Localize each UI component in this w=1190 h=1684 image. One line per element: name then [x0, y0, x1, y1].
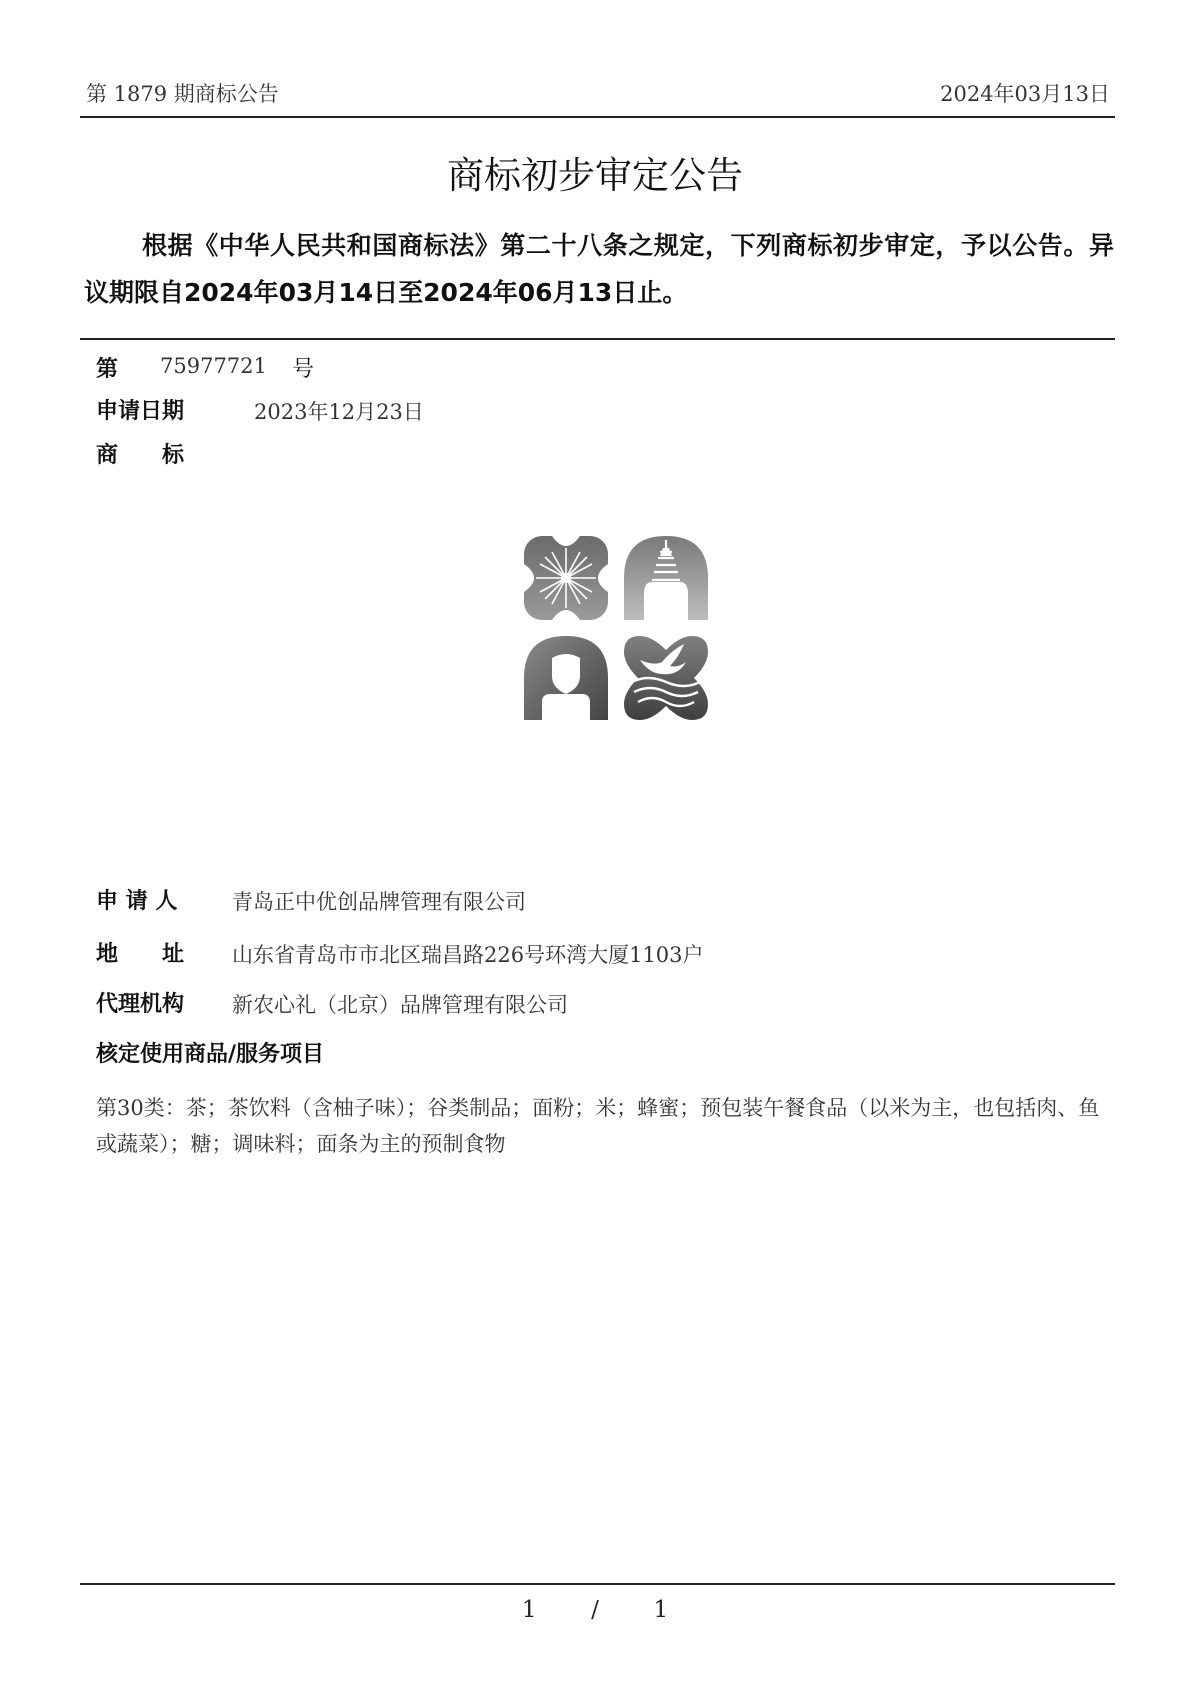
tile-pagoda	[624, 536, 708, 620]
publication-date: 2024年03月13日	[940, 82, 1110, 106]
page-title: 商标初步审定公告	[447, 154, 743, 197]
page-indicator	[0, 1597, 1190, 1623]
number-prefix: 第	[96, 357, 119, 382]
applicant-name: 青岛正中优创品牌管理有限公司	[232, 890, 526, 914]
goods-list: 第30类：茶；茶饮料（含柚子味）；谷类制品；面粉；米；蜂蜜；预包装午餐食品（以米为主，也包括肉、鱼或蔬菜）；糖；调味料；面条为主的预制食物	[96, 1096, 1100, 1156]
agent-name: 新农心礼（北京）品牌管理有限公司	[232, 993, 568, 1017]
address-label: 地 址	[96, 942, 185, 967]
agent-label: 代理机构	[96, 992, 185, 1017]
goods-label: 核定使用商品/服务项目	[96, 1042, 325, 1067]
trademark-logo	[522, 534, 710, 722]
tile-bird	[624, 636, 708, 720]
page-separator: /	[591, 1597, 599, 1623]
intro-paragraph: 根据《中华人民共和国商标法》第二十八条之规定，下列商标初步审定，予以公告。异议期限自2024年03月14日至2024年06月13日止。	[84, 231, 1114, 307]
tile-shield	[524, 636, 608, 720]
current-page: 1	[521, 1597, 537, 1623]
header-rule	[80, 116, 1115, 118]
trademark-number: 75977721	[160, 354, 267, 378]
applicant-address: 山东省青岛市市北区瑞昌路226号环湾大厦1103户	[232, 943, 704, 967]
section-rule	[80, 338, 1115, 340]
footer-rule	[80, 1583, 1115, 1585]
filing-date-label: 申请日期	[96, 399, 185, 424]
filing-date: 2023年12月23日	[254, 400, 424, 424]
tile-star	[524, 536, 608, 620]
issue-number: 第 1879 期商标公告	[86, 82, 279, 106]
number-suffix: 号	[292, 357, 315, 382]
mark-label: 商 标	[96, 443, 185, 468]
applicant-label: 申 请 人	[96, 889, 178, 914]
total-pages: 1	[653, 1597, 669, 1623]
